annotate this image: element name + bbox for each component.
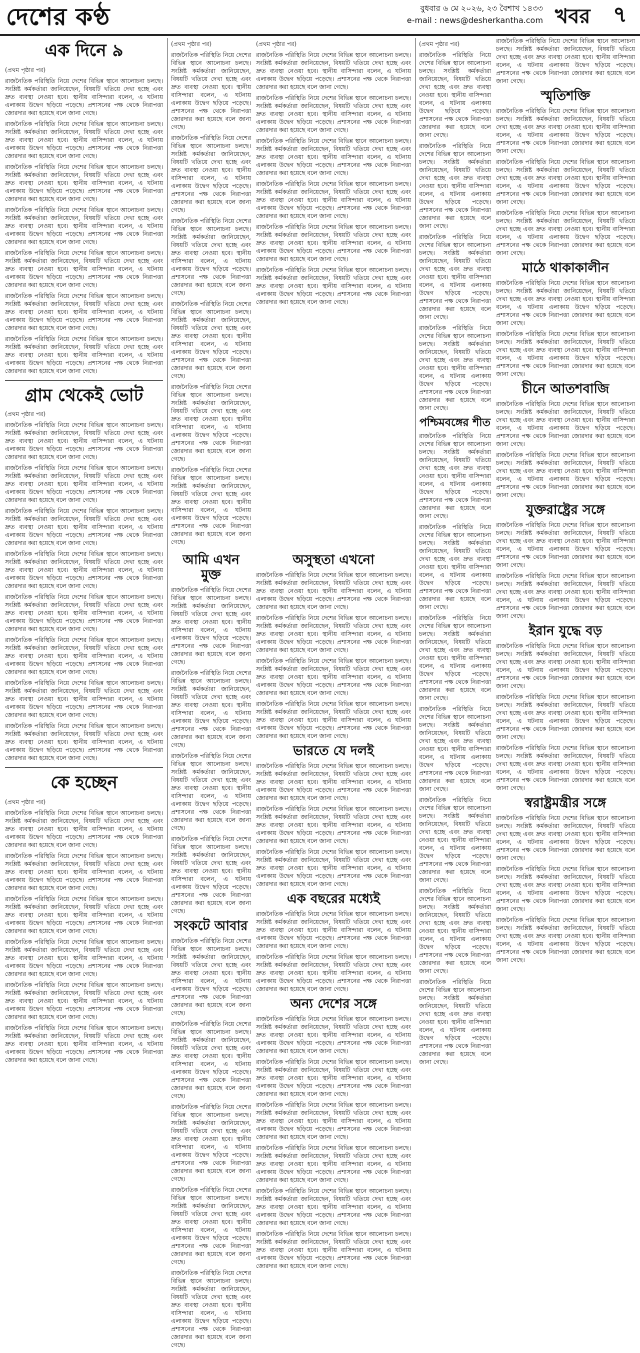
headline-ek-dine: এক দিনে ৯ xyxy=(44,41,124,61)
article-body: রাজনৈতিক পরিস্থিতি নিয়ে দেশের বিভিন্ন স্থানে আলোচনা চলছে। সংশ্লিষ্ট কর্মকর্তারা জানিয়েছেন, বিষয়টি খতিয়ে দেখা হচ্ছে এবং দ্রুত ব্যবস্থা নেওয়া হবে। স্থানীয় বাসিন্দারা বলেন, এ ঘটনায় এলাকায় উদ্বেগ ছড়িয়ে পড়েছে। প্রশাসনের পক্ষ থেকে নিরাপত্তা জোরদার করা হয়েছে বলে জানা গেছে। xyxy=(496,744,635,792)
newspaper-title: দেশের কণ্ঠ xyxy=(6,3,111,31)
article-body: রাজনৈতিক পরিস্থিতি নিয়ে দেশের বিভিন্ন স্থানে আলোচনা চলছে। সংশ্লিষ্ট কর্মকর্তারা জানিয়েছেন, বিষয়টি খতিয়ে দেখা হচ্ছে এবং দ্রুত ব্যবস্থা নেওয়া হবে। স্থানীয় বাসিন্দারা বলেন, এ ঘটনায় এলাকায় উদ্বেগ ছড়িয়ে পড়েছে। প্রশাসনের পক্ষ থেকে নিরাপত্তা জোরদার করা হয়েছে বলে জানা গেছে। xyxy=(256,1230,411,1270)
headline-juktorashtrer-songe: যুক্তরাষ্ট্রের সঙ্গে xyxy=(526,502,605,518)
jump-tag: (প্রথম পৃষ্ঠার পর) xyxy=(5,66,46,74)
headline-iran-juddhe-boro: ইরান যুদ্ধে বড় xyxy=(528,623,603,639)
article-body: রাজনৈতিক পরিস্থিতি নিয়ে দেশের বিভিন্ন স্থানে আলোচনা চলছে। সংশ্লিষ্ট কর্মকর্তারা জানিয়েছেন, বিষয়টি খতিয়ে দেখা হচ্ছে এবং দ্রুত ব্যবস্থা নেওয়া হবে। স্থানীয় বাসিন্দারা বলেন, এ ঘটনায় এলাকায় উদ্বেগ ছড়িয়ে পড়েছে। প্রশাসনের পক্ষ থেকে নিরাপত্তা জোরদার করা হয়েছে বলে জানা গেছে। xyxy=(256,224,411,263)
article-body: রাজনৈতিক পরিস্থিতি নিয়ে দেশের বিভিন্ন স্থানে আলোচনা চলছে। সংশ্লিষ্ট কর্মকর্তারা জানিয়েছেন, বিষয়টি খতিয়ে দেখা হচ্ছে এবং দ্রুত ব্যবস্থা নেওয়া হবে। স্থানীয় বাসিন্দারা বলেন, এ ঘটনায় এলাকায় উদ্বেগ ছড়িয়ে পড়েছে। প্রশাসনের পক্ষ থেকে নিরাপত্তা জোরদার করা হয়েছে বলে জানা গেছে। xyxy=(419,978,491,1066)
page-number: ৭ xyxy=(612,3,628,28)
article-body: রাজনৈতিক পরিস্থিতি নিয়ে দেশের বিভিন্ন স্থানে আলোচনা চলছে। সংশ্লিষ্ট কর্মকর্তারা জানিয়েছেন, বিষয়টি খতিয়ে দেখা হচ্ছে এবং দ্রুত ব্যবস্থা নেওয়া হবে। স্থানীয় বাসিন্দারা বলেন, এ ঘটনায় এলাকায় উদ্বেগ ছড়িয়ে পড়েছে। প্রশাসনের পক্ষ থেকে নিরাপত্তা জোরদার করা হয়েছে বলে জানা গেছে। xyxy=(256,700,411,740)
article-body: রাজনৈতিক পরিস্থিতি নিয়ে দেশের বিভিন্ন স্থানে আলোচনা চলছে। সংশ্লিষ্ট কর্মকর্তারা জানিয়েছেন, বিষয়টি খতিয়ে দেখা হচ্ছে এবং দ্রুত ব্যবস্থা নেওয়া হবে। স্থানীয় বাসিন্দারা বলেন, এ ঘটনায় এলাকায় উদ্বেগ ছড়িয়ে পড়েছে। প্রশাসনের পক্ষ থেকে নিরাপত্তা জোরদার করা হয়েছে বলে জানা গেছে। xyxy=(256,571,411,611)
article-body: রাজনৈতিক পরিস্থিতি নিয়ে দেশের বিভিন্ন স্থানে আলোচনা চলছে। সংশ্লিষ্ট কর্মকর্তারা জানিয়েছেন, বিষয়টি খতিয়ে দেখা হচ্ছে এবং দ্রুত ব্যবস্থা নেওয়া হবে। স্থানীয় বাসিন্দারা বলেন, এ ঘটনায় এলাকায় উদ্বেগ ছড়িয়ে পড়েছে। প্রশাসনের পক্ষ থেকে নিরাপত্তা জোরদার করা হয়েছে বলে জানা গেছে। xyxy=(5,508,163,548)
article-body: রাজনৈতিক পরিস্থিতি নিয়ে দেশের বিভিন্ন স্থানে আলোচনা চলছে। সংশ্লিষ্ট কর্মকর্তারা জানিয়েছেন, বিষয়টি খতিয়ে দেখা হচ্ছে এবং দ্রুত ব্যবস্থা নেওয়া হবে। স্থানীয় বাসিন্দারা বলেন, এ ঘটনায় এলাকায় উদ্বেগ ছড়িয়ে পড়েছে। প্রশাসনের পক্ষ থেকে নিরাপত্তা জোরদার করা হয়েছে বলে জানা গেছে। xyxy=(419,796,491,884)
article-body: রাজনৈতিক পরিস্থিতি নিয়ে দেশের বিভিন্ন স্থানে আলোচনা চলছে। সংশ্লিষ্ট কর্মকর্তারা জানিয়েছেন, বিষয়টি খতিয়ে দেখা হচ্ছে এবং দ্রুত ব্যবস্থা নেওয়া হবে। স্থানীয় বাসিন্দারা বলেন, এ ঘটনায় এলাকায় উদ্বেগ ছড়িয়ে পড়েছে। প্রশাসনের পক্ষ থেকে নিরাপত্তা জোরদার করা হয়েছে বলে জানা গেছে। xyxy=(419,325,491,412)
article-body: রাজনৈতিক পরিস্থিতি নিয়ে দেশের বিভিন্ন স্থানে আলোচনা চলছে। সংশ্লিষ্ট কর্মকর্তারা জানিয়েছেন, বিষয়টি খতিয়ে দেখা হচ্ছে এবং দ্রুত ব্যবস্থা নেওয়া হবে। স্থানীয় বাসিন্দারা বলেন, এ ঘটনায় এলাকায় উদ্বেগ ছড়িয়ে পড়েছে। প্রশাসনের পক্ষ থেকে নিরাপত্তা জোরদার করা হয়েছে বলে জানা গেছে। xyxy=(496,865,635,913)
article-body: রাজনৈতিক পরিস্থিতি নিয়ে দেশের বিভিন্ন স্থানে আলোচনা চলছে। সংশ্লিষ্ট কর্মকর্তারা জানিয়েছেন, বিষয়টি খতিয়ে দেখা হচ্ছে এবং দ্রুত ব্যবস্থা নেওয়া হবে। স্থানীয় বাসিন্দারা বলেন, এ ঘটনায় এলাকায় উদ্বেগ ছড়িয়ে পড়েছে। প্রশাসনের পক্ষ থেকে নিরাপত্তা জোরদার করা হয়েছে বলে জানা গেছে। xyxy=(256,1101,411,1141)
article-body: রাজনৈতিক পরিস্থিতি নিয়ে দেশের বিভিন্ন স্থানে আলোচনা চলছে। সংশ্লিষ্ট কর্মকর্তারা জানিয়েছেন, বিষয়টি খতিয়ে দেখা হচ্ছে এবং দ্রুত ব্যবস্থা নেওয়া হবে। স্থানীয় বাসিন্দারা বলেন, এ ঘটনায় এলাকায় উদ্বেগ ছড়িয়ে পড়েছে। প্রশাসনের পক্ষ থেকে নিরাপত্তা জোরদার করা হয়েছে বলে জানা গেছে। xyxy=(171,1186,251,1266)
article-body: রাজনৈতিক পরিস্থিতি নিয়ে দেশের বিভিন্ন স্থানে আলোচনা চলছে। সংশ্লিষ্ট কর্মকর্তারা জানিয়েছেন, বিষয়টি খতিয়ে দেখা হচ্ছে এবং দ্রুত ব্যবস্থা নেওয়া হবে। স্থানীয় বাসিন্দারা বলেন, এ ঘটনায় এলাকায় উদ্বেগ ছড়িয়ে পড়েছে। প্রশাসনের পক্ষ থেকে নিরাপত্তা জোরদার করা হয়েছে বলে জানা গেছে। xyxy=(171,586,251,666)
article-body: রাজনৈতিক পরিস্থিতি নিয়ে দেশের বিভিন্ন স্থানে আলোচনা চলছে। সংশ্লিষ্ট কর্মকর্তারা জানিয়েছেন, বিষয়টি খতিয়ে দেখা হচ্ছে এবং দ্রুত ব্যবস্থা নেওয়া হবে। স্থানীয় বাসিন্দারা বলেন, এ ঘটনায় এলাকায় উদ্বেগ ছড়িয়ে পড়েছে। প্রশাসনের পক্ষ থেকে নিরাপত্তা জোরদার করা হয়েছে বলে জানা গেছে। xyxy=(256,1058,411,1098)
article-body: রাজনৈতিক পরিস্থিতি নিয়ে দেশের বিভিন্ন স্থানে আলোচনা চলছে। সংশ্লিষ্ট কর্মকর্তারা জানিয়েছেন, বিষয়টি খতিয়ে দেখা হচ্ছে এবং দ্রুত ব্যবস্থা নেওয়া হবে। স্থানীয় বাসিন্দারা বলেন, এ ঘটনায় এলাকায় উদ্বেগ ছড়িয়ে পড়েছে। প্রশাসনের পক্ষ থেকে নিরাপত্তা জোরদার করা হয়েছে বলে জানা গেছে। xyxy=(256,805,411,845)
article-body: রাজনৈতিক পরিস্থিতি নিয়ে দেশের বিভিন্ন স্থানে আলোচনা চলছে। সংশ্লিষ্ট কর্মকর্তারা জানিয়েছেন, বিষয়টি খতিয়ে দেখা হচ্ছে এবং দ্রুত ব্যবস্থা নেওয়া হবে। স্থানীয় বাসিন্দারা বলেন, এ ঘটনায় এলাকায় উদ্বেগ ছড়িয়ে পড়েছে। প্রশাসনের পক্ষ থেকে নিরাপত্তা জোরদার করা হয়েছে বলে জানা গেছে। xyxy=(171,937,251,1017)
column-middle xyxy=(171,38,411,1349)
article-body: রাজনৈতিক পরিস্থিতি নিয়ে দেশের বিভিন্ন স্থানে আলোচনা চলছে। সংশ্লিষ্ট কর্মকর্তারা জানিয়েছেন, বিষয়টি খতিয়ে দেখা হচ্ছে এবং দ্রুত ব্যবস্থা নেওয়া হবে। স্থানীয় বাসিন্দারা বলেন, এ ঘটনায় এলাকায় উদ্বেগ ছড়িয়ে পড়েছে। প্রশাসনের পক্ষ থেকে নিরাপত্তা জোরদার করা হয়েছে বলে জানা গেছে। xyxy=(496,279,635,327)
article-body: রাজনৈতিক পরিস্থিতি নিয়ে দেশের বিভিন্ন স্থানে আলোচনা চলছে। সংশ্লিষ্ট কর্মকর্তারা জানিয়েছেন, বিষয়টি খতিয়ে দেখা হচ্ছে এবং দ্রুত ব্যবস্থা নেওয়া হবে। স্থানীয় বাসিন্দারা বলেন, এ ঘটনায় এলাকায় উদ্বেগ ছড়িয়ে পড়েছে। প্রশাসনের পক্ষ থেকে নিরাপত্তা জোরদার করা হয়েছে বলে জানা গেছে। xyxy=(5,551,163,591)
article-body: রাজনৈতিক পরিস্থিতি নিয়ে দেশের বিভিন্ন স্থানে আলোচনা চলছে। সংশ্লিষ্ট কর্মকর্তারা জানিয়েছেন, বিষয়টি খতিয়ে দেখা হচ্ছে এবং দ্রুত ব্যবস্থা নেওয়া হবে। স্থানীয় বাসিন্দারা বলেন, এ ঘটনায় এলাকায় উদ্বেগ ছড়িয়ে পড়েছে। প্রশাসনের পক্ষ থেকে নিরাপত্তা জোরদার করা হয়েছে বলে জানা গেছে। xyxy=(171,384,251,463)
article-body: রাজনৈতিক পরিস্থিতি নিয়ে দেশের বিভিন্ন স্থানে আলোচনা চলছে। সংশ্লিষ্ট কর্মকর্তারা জানিয়েছেন, বিষয়টি খতিয়ে দেখা হচ্ছে এবং দ্রুত ব্যবস্থা নেওয়া হবে। স্থানীয় বাসিন্দারা বলেন, এ ঘটনায় এলাকায় উদ্বেগ ছড়িয়ে পড়েছে। প্রশাসনের পক্ষ থেকে নিরাপত্তা জোরদার করা হয়েছে বলে জানা গেছে। xyxy=(171,1020,251,1100)
jump-tag: (প্রথম পৃষ্ঠার পর) xyxy=(171,41,212,48)
publication-date: বুধবার ৬ মে ২০২৬, ২৩ বৈশাখ ১৪৩৩ xyxy=(420,4,543,13)
column-left xyxy=(5,38,163,1064)
article-body: রাজনৈতিক পরিস্থিতি নিয়ে দেশের বিভিন্ন স্থানে আলোচনা চলছে। সংশ্লিষ্ট কর্মকর্তারা জানিয়েছেন, বিষয়টি খতিয়ে দেখা হচ্ছে এবং দ্রুত ব্যবস্থা নেওয়া হবে। স্থানীয় বাসিন্দারা বলেন, এ ঘটনায় এলাকায় উদ্বেগ ছড়িয়ে পড়েছে। প্রশাসনের পক্ষ থেকে নিরাপত্তা জোরদার করা হয়েছে বলে জানা গেছে। xyxy=(5,809,163,849)
article-body: রাজনৈতিক পরিস্থিতি নিয়ে দেশের বিভিন্ন স্থানে আলোচনা চলছে। সংশ্লিষ্ট কর্মকর্তারা জানিয়েছেন, বিষয়টি খতিয়ে দেখা হচ্ছে এবং দ্রুত ব্যবস্থা নেওয়া হবে। স্থানীয় বাসিন্দারা বলেন, এ ঘটনায় এলাকায় উদ্বেগ ছড়িয়ে পড়েছে। প্রশাসনের পক্ষ থেকে নিরাপত্তা জোরদার করা হয়েছে বলে জানা গেছে। xyxy=(5,852,163,892)
article-body: রাজনৈতিক পরিস্থিতি নিয়ে দেশের বিভিন্ন স্থানে আলোচনা চলছে। সংশ্লিষ্ট কর্মকর্তারা জানিয়েছেন, বিষয়টি খতিয়ে দেখা হচ্ছে এবং দ্রুত ব্যবস্থা নেওয়া হবে। স্থানীয় বাসিন্দারা বলেন, এ ঘটনায় এলাকায় উদ্বেগ ছড়িয়ে পড়েছে। প্রশাসনের পক্ষ থেকে নিরাপত্তা জোরদার করা হয়েছে বলে জানা গেছে। xyxy=(496,693,635,741)
column-right xyxy=(419,38,635,1066)
article-body: রাজনৈতিক পরিস্থিতি নিয়ে দেশের বিভিন্ন স্থানে আলোচনা চলছে। সংশ্লিষ্ট কর্মকর্তারা জানিয়েছেন, বিষয়টি খতিয়ে দেখা হচ্ছে এবং দ্রুত ব্যবস্থা নেওয়া হবে। স্থানীয় বাসিন্দারা বলেন, এ ঘটনায় এলাকায় উদ্বেগ ছড়িয়ে পড়েছে। প্রশাসনের পক্ষ থেকে নিরাপত্তা জোরদার করা হয়েছে বলে জানা গেছে। xyxy=(496,38,635,85)
contact-email: e-mail : news@desherkantha.com xyxy=(406,16,543,25)
article-body: রাজনৈতিক পরিস্থিতি নিয়ে দেশের বিভিন্ন স্থানে আলোচনা চলছে। সংশ্লিষ্ট কর্মকর্তারা জানিয়েছেন, বিষয়টি খতিয়ে দেখা হচ্ছে এবং দ্রুত ব্যবস্থা নেওয়া হবে। স্থানীয় বাসিন্দারা বলেন, এ ঘটনায় এলাকায় উদ্বেগ ছড়িয়ে পড়েছে। প্রশাসনের পক্ষ থেকে নিরাপত্তা জোরদার করা হয়েছে বলে জানা গেছে। xyxy=(496,107,635,155)
headline-poshchimbonger-shit: পশ্চিমবঙ্গের শীত xyxy=(419,416,491,429)
article-body: রাজনৈতিক পরিস্থিতি নিয়ে দেশের বিভিন্ন স্থানে আলোচনা চলছে। সংশ্লিষ্ট কর্মকর্তারা জানিয়েছেন, বিষয়টি খতিয়ে দেখা হচ্ছে এবং দ্রুত ব্যবস্থা নেওয়া হবে। স্থানীয় বাসিন্দারা বলেন, এ ঘটনায় এলাকায় উদ্বেগ ছড়িয়ে পড়েছে। প্রশাসনের পক্ষ থেকে নিরাপত্তা জোরদার করা হয়েছে বলে জানা গেছে। xyxy=(5,422,163,462)
article-body: রাজনৈতিক পরিস্থিতি নিয়ে দেশের বিভিন্ন স্থানে আলোচনা চলছে। সংশ্লিষ্ট কর্মকর্তারা জানিয়েছেন, বিষয়টি খতিয়ে দেখা হচ্ছে এবং দ্রুত ব্যবস্থা নেওয়া হবে। স্থানীয় বাসিন্দারা বলেন, এ ঘটনায় এলাকায় উদ্বেগ ছড়িয়ে পড়েছে। প্রশাসনের পক্ষ থেকে নিরাপত্তা জোরদার করা হয়েছে বলে জানা গেছে। xyxy=(419,432,491,520)
article-body: রাজনৈতিক পরিস্থিতি নিয়ে দেশের বিভিন্ন স্থানে আলোচনা চলছে। সংশ্লিষ্ট কর্মকর্তারা জানিয়েছেন, বিষয়টি খতিয়ে দেখা হচ্ছে এবং দ্রুত ব্যবস্থা নেওয়া হবে। স্থানীয় বাসিন্দারা বলেন, এ ঘটনায় এলাকায় উদ্বেগ ছড়িয়ে পড়েছে। প্রশাসনের পক্ষ থেকে নিরাপত্তা জোরদার করা হয়েছে বলে জানা গেছে। xyxy=(496,209,635,257)
article-body: রাজনৈতিক পরিস্থিতি নিয়ে দেশের বিভিন্ন স্থানে আলোচনা চলছে। সংশ্লিষ্ট কর্মকর্তারা জানিয়েছেন, বিষয়টি খতিয়ে দেখা হচ্ছে এবং দ্রুত ব্যবস্থা নেওয়া হবে। স্থানীয় বাসিন্দারা বলেন, এ ঘটনায় এলাকায় উদ্বেগ ছড়িয়ে পড়েছে। প্রশাসনের পক্ষ থেকে নিরাপত্তা জোরদার করা হয়েছে বলে জানা গেছে। xyxy=(5,981,163,1021)
headline-mathe-dhakakalin: মাঠে থাকাকালীন xyxy=(522,260,609,276)
jump-tag: (প্রথম পৃষ্ঠার পর) xyxy=(5,411,46,419)
article-body: রাজনৈতিক পরিস্থিতি নিয়ে দেশের বিভিন্ন স্থানে আলোচনা চলছে। সংশ্লিষ্ট কর্মকর্তারা জানিয়েছেন, বিষয়টি খতিয়ে দেখা হচ্ছে এবং দ্রুত ব্যবস্থা নেওয়া হবে। স্থানীয় বাসিন্দারা বলেন, এ ঘটনায় এলাকায় উদ্বেগ ছড়িয়ে পড়েছে। প্রশাসনের পক্ষ থেকে নিরাপত্তা জোরদার করা হয়েছে বলে জানা গেছে। xyxy=(5,680,163,720)
article-body: রাজনৈতিক পরিস্থিতি নিয়ে দেশের বিভিন্ন স্থানে আলোচনা চলছে। সংশ্লিষ্ট কর্মকর্তারা জানিয়েছেন, বিষয়টি খতিয়ে দেখা হচ্ছে এবং দ্রুত ব্যবস্থা নেওয়া হবে। স্থানীয় বাসিন্দারা বলেন, এ ঘটনায় এলাকায় উদ্বেগ ছড়িয়ে পড়েছে। প্রশাসনের পক্ষ থেকে নিরাপত্তা জোরদার করা হয়েছে বলে জানা গেছে। xyxy=(5,335,163,375)
headline-asustota-ekhono: অসুস্থতা এখনো xyxy=(292,553,375,568)
article-body: রাজনৈতিক পরিস্থিতি নিয়ে দেশের বিভিন্ন স্থানে আলোচনা চলছে। সংশ্লিষ্ট কর্মকর্তারা জানিয়েছেন, বিষয়টি খতিয়ে দেখা হচ্ছে এবং দ্রুত ব্যবস্থা নেওয়া হবে। স্থানীয় বাসিন্দারা বলেন, এ ঘটনায় এলাকায় উদ্বেগ ছড়িয়ে পড়েছে। প্রশাসনের পক্ষ থেকে নিরাপত্তা জোরদার করা হয়েছে বলে জানা গেছে। xyxy=(256,657,411,697)
article-body: রাজনৈতিক পরিস্থিতি নিয়ে দেশের বিভিন্ন স্থানে আলোচনা চলছে। সংশ্লিষ্ট কর্মকর্তারা জানিয়েছেন, বিষয়টি খতিয়ে দেখা হচ্ছে এবং দ্রুত ব্যবস্থা নেওয়া হবে। স্থানীয় বাসিন্দারা বলেন, এ ঘটনায় এলাকায় উদ্বেগ ছড়িয়ে পড়েছে। প্রশাসনের পক্ষ থেকে নিরাপত্তা জোরদার করা হয়েছে বলে জানা গেছে। xyxy=(5,249,163,289)
article-body: রাজনৈতিক পরিস্থিতি নিয়ে দেশের বিভিন্ন স্থানে আলোচনা চলছে। সংশ্লিষ্ট কর্মকর্তারা জানিয়েছেন, বিষয়টি খতিয়ে দেখা হচ্ছে এবং দ্রুত ব্যবস্থা নেওয়া হবে। স্থানীয় বাসিন্দারা বলেন, এ ঘটনায় এলাকায় উদ্বেগ ছড়িয়ে পড়েছে। প্রশাসনের পক্ষ থেকে নিরাপত্তা জোরদার করা হয়েছে বলে জানা গেছে। xyxy=(256,138,411,177)
headline-ke-hochhen: কে হচ্ছেন xyxy=(50,773,118,794)
article-body: রাজনৈতিক পরিস্থিতি নিয়ে দেশের বিভিন্ন স্থানে আলোচনা চলছে। সংশ্লিষ্ট কর্মকর্তারা জানিয়েছেন, বিষয়টি খতিয়ে দেখা হচ্ছে এবং দ্রুত ব্যবস্থা নেওয়া হবে। স্থানীয় বাসিন্দারা বলেন, এ ঘটনায় এলাকায় উদ্বেগ ছড়িয়ে পড়েছে। প্রশাসনের পক্ষ থেকে নিরাপত্তা জোরদার করা হয়েছে বলে জানা গেছে। xyxy=(171,752,251,832)
article-body: রাজনৈতিক পরিস্থিতি নিয়ে দেশের বিভিন্ন স্থানে আলোচনা চলছে। সংশ্লিষ্ট কর্মকর্তারা জানিয়েছেন, বিষয়টি খতিয়ে দেখা হচ্ছে এবং দ্রুত ব্যবস্থা নেওয়া হবে। স্থানীয় বাসিন্দারা বলেন, এ ঘটনায় এলাকায় উদ্বেগ ছড়িয়ে পড়েছে। প্রশাসনের পক্ষ থেকে নিরাপত্তা জোরদার করা হয়েছে বলে জানা গেছে। xyxy=(171,218,251,297)
jump-tag: (প্রথম পৃষ্ঠার পর) xyxy=(5,798,46,806)
article-body: রাজনৈতিক পরিস্থিতি নিয়ে দেশের বিভিন্ন স্থানে আলোচনা চলছে। সংশ্লিষ্ট কর্মকর্তারা জানিয়েছেন, বিষয়টি খতিয়ে দেখা হচ্ছে এবং দ্রুত ব্যবস্থা নেওয়া হবে। স্থানীয় বাসিন্দারা বলেন, এ ঘটনায় এলাকায় উদ্বেগ ছড়িয়ে পড়েছে। প্রশাসনের পক্ষ থেকে নিরাপত্তা জোরদার করা হয়েছে বলে জানা গেছে। xyxy=(496,451,635,499)
column-rule xyxy=(167,38,168,958)
article-body: রাজনৈতিক পরিস্থিতি নিয়ে দেশের বিভিন্ন স্থানে আলোচনা চলছে। সংশ্লিষ্ট কর্মকর্তারা জানিয়েছেন, বিষয়টি খতিয়ে দেখা হচ্ছে এবং দ্রুত ব্যবস্থা নেওয়া হবে। স্থানীয় বাসিন্দারা বলেন, এ ঘটনায় এলাকায় উদ্বেগ ছড়িয়ে পড়েছে। প্রশাসনের পক্ষ থেকে নিরাপত্তা জোরদার করা হয়েছে বলে জানা গেছে। xyxy=(419,523,491,611)
article-body: রাজনৈতিক পরিস্থিতি নিয়ে দেশের বিভিন্ন স্থানে আলোচনা চলছে। সংশ্লিষ্ট কর্মকর্তারা জানিয়েছেন, বিষয়টি খতিয়ে দেখা হচ্ছে এবং দ্রুত ব্যবস্থা নেওয়া হবে। স্থানীয় বাসিন্দারা বলেন, এ ঘটনায় এলাকায় উদ্বেগ ছড়িয়ে পড়েছে। প্রশাসনের পক্ষ থেকে নিরাপত্তা জোরদার করা হয়েছে বলে জানা গেছে। xyxy=(256,1015,411,1055)
article-body: রাজনৈতিক পরিস্থিতি নিয়ে দেশের বিভিন্ন স্থানে আলোচনা চলছে। সংশ্লিষ্ট কর্মকর্তারা জানিয়েছেন, বিষয়টি খতিয়ে দেখা হচ্ছে এবং দ্রুত ব্যবস্থা নেওয়া হবে। স্থানীয় বাসিন্দারা বলেন, এ ঘটনায় এলাকায় উদ্বেগ ছড়িয়ে পড়েছে। প্রশাসনের পক্ষ থেকে নিরাপত্তা জোরদার করা হয়েছে বলে জানা গেছে। xyxy=(419,143,491,230)
article-body: রাজনৈতিক পরিস্থিতি নিয়ে দেশের বিভিন্ন স্থানে আলোচনা চলছে। সংশ্লিষ্ট কর্মকর্তারা জানিয়েছেন, বিষয়টি খতিয়ে দেখা হচ্ছে এবং দ্রুত ব্যবস্থা নেওয়া হবে। স্থানীয় বাসিন্দারা বলেন, এ ঘটনায় এলাকায় উদ্বেগ ছড়িয়ে পড়েছে। প্রশাসনের পক্ষ থেকে নিরাপত্তা জোরদার করা হয়েছে বলে জানা গেছে। xyxy=(256,1144,411,1184)
article-body: রাজনৈতিক পরিস্থিতি নিয়ে দেশের বিভিন্ন স্থানে আলোচনা চলছে। সংশ্লিষ্ট কর্মকর্তারা জানিয়েছেন, বিষয়টি খতিয়ে দেখা হচ্ছে এবং দ্রুত ব্যবস্থা নেওয়া হবে। স্থানীয় বাসিন্দারা বলেন, এ ঘটনায় এলাকায় উদ্বেগ ছড়িয়ে পড়েছে। প্রশাসনের পক্ষ থেকে নিরাপত্তা জোরদার করা হয়েছে বলে জানা গেছে। xyxy=(256,52,411,91)
article-body: রাজনৈতিক পরিস্থিতি নিয়ে দেশের বিভিন্ন স্থানে আলোচনা চলছে। সংশ্লিষ্ট কর্মকর্তারা জানিয়েছেন, বিষয়টি খতিয়ে দেখা হচ্ছে এবং দ্রুত ব্যবস্থা নেওয়া হবে। স্থানীয় বাসিন্দারা বলেন, এ ঘটনায় এলাকায় উদ্বেগ ছড়িয়ে পড়েছে। প্রশাসনের পক্ষ থেকে নিরাপত্তা জোরদার করা হয়েছে বলে জানা গেছে। xyxy=(496,572,635,620)
article-body: রাজনৈতিক পরিস্থিতি নিয়ে দেশের বিভিন্ন স্থানে আলোচনা চলছে। সংশ্লিষ্ট কর্মকর্তারা জানিয়েছেন, বিষয়টি খতিয়ে দেখা হচ্ছে এবং দ্রুত ব্যবস্থা নেওয়া হবে। স্থানীয় বাসিন্দারা বলেন, এ ঘটনায় এলাকায় উদ্বেগ ছড়িয়ে পড়েছে। প্রশাসনের পক্ষ থেকে নিরাপত্তা জোরদার করা হয়েছে বলে জানা গেছে। xyxy=(419,705,491,793)
section-title: খবর xyxy=(555,4,591,28)
article-body: রাজনৈতিক পরিস্থিতি নিয়ে দেশের বিভিন্ন স্থানে আলোচনা চলছে। সংশ্লিষ্ট কর্মকর্তারা জানিয়েছেন, বিষয়টি খতিয়ে দেখা হচ্ছে এবং দ্রুত ব্যবস্থা নেওয়া হবে। স্থানীয় বাসিন্দারা বলেন, এ ঘটনায় এলাকায় উদ্বেগ ছড়িয়ে পড়েছে। প্রশাসনের পক্ষ থেকে নিরাপত্তা জোরদার করা হয়েছে বলে জানা গেছে। xyxy=(171,467,251,546)
article-body: রাজনৈতিক পরিস্থিতি নিয়ে দেশের বিভিন্ন স্থানে আলোচনা চলছে। সংশ্লিষ্ট কর্মকর্তারা জানিয়েছেন, বিষয়টি খতিয়ে দেখা হচ্ছে এবং দ্রুত ব্যবস্থা নেওয়া হবে। স্থানীয় বাসিন্দারা বলেন, এ ঘটনায় এলাকায় উদ্বেগ ছড়িয়ে পড়েছে। প্রশাসনের পক্ষ থেকে নিরাপত্তা জোরদার করা হয়েছে বলে জানা গেছে। xyxy=(5,292,163,332)
headline-bharote-je-dol: ভারতে যে দলই xyxy=(293,743,374,759)
jump-tag: (প্রথম পৃষ্ঠার পর) xyxy=(256,41,297,48)
headline-onno-desher-songe: অন্য দেশের সঙ্গে xyxy=(290,996,377,1012)
masthead xyxy=(0,0,640,36)
article-body: রাজনৈতিক পরিস্থিতি নিয়ে দেশের বিভিন্ন স্থানে আলোচনা চলছে। সংশ্লিষ্ট কর্মকর্তারা জানিয়েছেন, বিষয়টি খতিয়ে দেখা হচ্ছে এবং দ্রুত ব্যবস্থা নেওয়া হবে। স্থানীয় বাসিন্দারা বলেন, এ ঘটনায় এলাকায় উদ্বেগ ছড়িয়ে পড়েছে। প্রশাসনের পক্ষ থেকে নিরাপত্তা জোরদার করা হয়েছে বলে জানা গেছে। xyxy=(256,1187,411,1227)
article-body: রাজনৈতিক পরিস্থিতি নিয়ে দেশের বিভিন্ন স্থানে আলোচনা চলছে। সংশ্লিষ্ট কর্মকর্তারা জানিয়েছেন, বিষয়টি খতিয়ে দেখা হচ্ছে এবং দ্রুত ব্যবস্থা নেওয়া হবে। স্থানীয় বাসিন্দারা বলেন, এ ঘটনায় এলাকায় উদ্বেগ ছড়িয়ে পড়েছে। প্রশাসনের পক্ষ থেকে নিরাপত্তা জোরদার করা হয়েছে বলে জানা গেছে। xyxy=(171,835,251,915)
article-body: রাজনৈতিক পরিস্থিতি নিয়ে দেশের বিভিন্ন স্থানে আলোচনা চলছে। সংশ্লিষ্ট কর্মকর্তারা জানিয়েছেন, বিষয়টি খতিয়ে দেখা হচ্ছে এবং দ্রুত ব্যবস্থা নেওয়া হবে। স্থানীয় বাসিন্দারা বলেন, এ ঘটনায় এলাকায় উদ্বেগ ছড়িয়ে পড়েছে। প্রশাসনের পক্ষ থেকে নিরাপত্তা জোরদার করা হয়েছে বলে জানা গেছে। xyxy=(256,910,411,950)
article-body: রাজনৈতিক পরিস্থিতি নিয়ে দেশের বিভিন্ন স্থানে আলোচনা চলছে। সংশ্লিষ্ট কর্মকর্তারা জানিয়েছেন, বিষয়টি খতিয়ে দেখা হচ্ছে এবং দ্রুত ব্যবস্থা নেওয়া হবে। স্থানীয় বাসিন্দারা বলেন, এ ঘটনায় এলাকায় উদ্বেগ ছড়িয়ে পড়েছে। প্রশাসনের পক্ষ থেকে নিরাপত্তা জোরদার করা হয়েছে বলে জানা গেছে। xyxy=(171,52,251,131)
article-body: রাজনৈতিক পরিস্থিতি নিয়ে দেশের বিভিন্ন স্থানে আলোচনা চলছে। সংশ্লিষ্ট কর্মকর্তারা জানিয়েছেন, বিষয়টি খতিয়ে দেখা হচ্ছে এবং দ্রুত ব্যবস্থা নেওয়া হবে। স্থানীয় বাসিন্দারা বলেন, এ ঘটনায় এলাকায় উদ্বেগ ছড়িয়ে পড়েছে। প্রশাসনের পক্ষ থেকে নিরাপত্তা জোরদার করা হয়েছে বলে জানা গেছে। xyxy=(5,637,163,677)
article-body: রাজনৈতিক পরিস্থিতি নিয়ে দেশের বিভিন্ন স্থানে আলোচনা চলছে। সংশ্লিষ্ট কর্মকর্তারা জানিয়েছেন, বিষয়টি খতিয়ে দেখা হচ্ছে এবং দ্রুত ব্যবস্থা নেওয়া হবে। স্থানীয় বাসিন্দারা বলেন, এ ঘটনায় এলাকায় উদ্বেগ ছড়িয়ে পড়েছে। প্রশাসনের পক্ষ থেকে নিরাপত্তা জোরদার করা হয়েছে বলে জানা গেছে। xyxy=(496,400,635,448)
headline-gram-theke-vote: গ্রাম থেকেই ভোট xyxy=(24,385,144,406)
headline-ek-bochhorer-moddhei: এক বছরের মধ্যেই xyxy=(287,891,380,907)
article-body: রাজনৈতিক পরিস্থিতি নিয়ে দেশের বিভিন্ন স্থানে আলোচনা চলছে। সংশ্লিষ্ট কর্মকর্তারা জানিয়েছেন, বিষয়টি খতিয়ে দেখা হচ্ছে এবং দ্রুত ব্যবস্থা নেওয়া হবে। স্থানীয় বাসিন্দারা বলেন, এ ঘটনায় এলাকায় উদ্বেগ ছড়িয়ে পড়েছে। প্রশাসনের পক্ষ থেকে নিরাপত্তা জোরদার করা হয়েছে বলে জানা গেছে। xyxy=(5,1024,163,1064)
headline-chine-atoshbaji: চীনে আতশবাজি xyxy=(521,381,610,397)
article-body: রাজনৈতিক পরিস্থিতি নিয়ে দেশের বিভিন্ন স্থানে আলোচনা চলছে। সংশ্লিষ্ট কর্মকর্তারা জানিয়েছেন, বিষয়টি খতিয়ে দেখা হচ্ছে এবং দ্রুত ব্যবস্থা নেওয়া হবে। স্থানীয় বাসিন্দারা বলেন, এ ঘটনায় এলাকায় উদ্বেগ ছড়িয়ে পড়েছে। প্রশাসনের পক্ষ থেকে নিরাপত্তা জোরদার করা হয়েছে বলে জানা গেছে। xyxy=(5,465,163,505)
article-body: রাজনৈতিক পরিস্থিতি নিয়ে দেশের বিভিন্ন স্থানে আলোচনা চলছে। সংশ্লিষ্ট কর্মকর্তারা জানিয়েছেন, বিষয়টি খতিয়ে দেখা হচ্ছে এবং দ্রুত ব্যবস্থা নেওয়া হবে। স্থানীয় বাসিন্দারা বলেন, এ ঘটনায় এলাকায় উদ্বেগ ছড়িয়ে পড়েছে। প্রশাসনের পক্ষ থেকে নিরাপত্তা জোরদার করা হয়েছে বলে জানা গেছে। xyxy=(5,895,163,935)
article-body: রাজনৈতিক পরিস্থিতি নিয়ে দেশের বিভিন্ন স্থানে আলোচনা চলছে। সংশ্লিষ্ট কর্মকর্তারা জানিয়েছেন, বিষয়টি খতিয়ে দেখা হচ্ছে এবং দ্রুত ব্যবস্থা নেওয়া হবে। স্থানীয় বাসিন্দারা বলেন, এ ঘটনায় এলাকায় উদ্বেগ ছড়িয়ে পড়েছে। প্রশাসনের পক্ষ থেকে নিরাপত্তা জোরদার করা হয়েছে বলে জানা গেছে। xyxy=(256,762,411,802)
article-body: রাজনৈতিক পরিস্থিতি নিয়ে দেশের বিভিন্ন স্থানে আলোচনা চলছে। সংশ্লিষ্ট কর্মকর্তারা জানিয়েছেন, বিষয়টি খতিয়ে দেখা হচ্ছে এবং দ্রুত ব্যবস্থা নেওয়া হবে। স্থানীয় বাসিন্দারা বলেন, এ ঘটনায় এলাকায় উদ্বেগ ছড়িয়ে পড়েছে। প্রশাসনের পক্ষ থেকে নিরাপত্তা জোরদার করা হয়েছে বলে জানা গেছে। xyxy=(496,916,635,964)
headline-sankate-abar: সংকটে আবার xyxy=(174,918,248,934)
column-rule xyxy=(415,38,416,958)
article-body: রাজনৈতিক পরিস্থিতি নিয়ে দেশের বিভিন্ন স্থানে আলোচনা চলছে। সংশ্লিষ্ট কর্মকর্তারা জানিয়েছেন, বিষয়টি খতিয়ে দেখা হচ্ছে এবং দ্রুত ব্যবস্থা নেওয়া হবে। স্থানীয় বাসিন্দারা বলেন, এ ঘটনায় এলাকায় উদ্বেগ ছড়িয়ে পড়েছে। প্রশাসনের পক্ষ থেকে নিরাপত্তা জোরদার করা হয়েছে বলে জানা গেছে। xyxy=(419,234,491,321)
article-body: রাজনৈতিক পরিস্থিতি নিয়ে দেশের বিভিন্ন স্থানে আলোচনা চলছে। সংশ্লিষ্ট কর্মকর্তারা জানিয়েছেন, বিষয়টি খতিয়ে দেখা হচ্ছে এবং দ্রুত ব্যবস্থা নেওয়া হবে। স্থানীয় বাসিন্দারা বলেন, এ ঘটনায় এলাকায় উদ্বেগ ছড়িয়ে পড়েছে। প্রশাসনের পক্ষ থেকে নিরাপত্তা জোরদার করা হয়েছে বলে জানা গেছে। xyxy=(171,135,251,214)
article-body: রাজনৈতিক পরিস্থিতি নিয়ে দেশের বিভিন্ন স্থানে আলোচনা চলছে। সংশ্লিষ্ট কর্মকর্তারা জানিয়েছেন, বিষয়টি খতিয়ে দেখা হচ্ছে এবং দ্রুত ব্যবস্থা নেওয়া হবে। স্থানীয় বাসিন্দারা বলেন, এ ঘটনায় এলাকায় উদ্বেগ ছড়িয়ে পড়েছে। প্রশাসনের পক্ষ থেকে নিরাপত্তা জোরদার করা হয়েছে বলে জানা গেছে। xyxy=(256,267,411,306)
article-body: রাজনৈতিক পরিস্থিতি নিয়ে দেশের বিভিন্ন স্থানে আলোচনা চলছে। সংশ্লিষ্ট কর্মকর্তারা জানিয়েছেন, বিষয়টি খতিয়ে দেখা হচ্ছে এবং দ্রুত ব্যবস্থা নেওয়া হবে। স্থানীয় বাসিন্দারা বলেন, এ ঘটনায় এলাকায় উদ্বেগ ছড়িয়ে পড়েছে। প্রশাসনের পক্ষ থেকে নিরাপত্তা জোরদার করা হয়েছে বলে জানা গেছে। xyxy=(5,120,163,160)
article-body: রাজনৈতিক পরিস্থিতি নিয়ে দেশের বিভিন্ন স্থানে আলোচনা চলছে। সংশ্লিষ্ট কর্মকর্তারা জানিয়েছেন, বিষয়টি খতিয়ে দেখা হচ্ছে এবং দ্রুত ব্যবস্থা নেওয়া হবে। স্থানীয় বাসিন্দারা বলেন, এ ঘটনায় এলাকায় উদ্বেগ ছড়িয়ে পড়েছে। প্রশাসনের পক্ষ থেকে নিরাপত্তা জোরদার করা হয়েছে বলে জানা গেছে। xyxy=(419,52,491,139)
jump-tag: (প্রথম পৃষ্ঠার পর) xyxy=(419,41,460,48)
article-body: রাজনৈতিক পরিস্থিতি নিয়ে দেশের বিভিন্ন স্থানে আলোচনা চলছে। সংশ্লিষ্ট কর্মকর্তারা জানিয়েছেন, বিষয়টি খতিয়ে দেখা হচ্ছে এবং দ্রুত ব্যবস্থা নেওয়া হবে। স্থানীয় বাসিন্দারা বলেন, এ ঘটনায় এলাকায় উদ্বেগ ছড়িয়ে পড়েছে। প্রশাসনের পক্ষ থেকে নিরাপত্তা জোরদার করা হয়েছে বলে জানা গেছে। xyxy=(256,848,411,888)
article-body: রাজনৈতিক পরিস্থিতি নিয়ে দেশের বিভিন্ন স্থানে আলোচনা চলছে। সংশ্লিষ্ট কর্মকর্তারা জানিয়েছেন, বিষয়টি খতিয়ে দেখা হচ্ছে এবং দ্রুত ব্যবস্থা নেওয়া হবে। স্থানীয় বাসিন্দারা বলেন, এ ঘটনায় এলাকায় উদ্বেগ ছড়িয়ে পড়েছে। প্রশাসনের পক্ষ থেকে নিরাপত্তা জোরদার করা হয়েছে বলে জানা গেছে। xyxy=(256,953,411,993)
article-body: রাজনৈতিক পরিস্থিতি নিয়ে দেশের বিভিন্ন স্থানে আলোচনা চলছে। সংশ্লিষ্ট কর্মকর্তারা জানিয়েছেন, বিষয়টি খতিয়ে দেখা হচ্ছে এবং দ্রুত ব্যবস্থা নেওয়া হবে। স্থানীয় বাসিন্দারা বলেন, এ ঘটনায় এলাকায় উদ্বেগ ছড়িয়ে পড়েছে। প্রশাসনের পক্ষ থেকে নিরাপত্তা জোরদার করা হয়েছে বলে জানা গেছে। xyxy=(496,642,635,690)
article-body: রাজনৈতিক পরিস্থিতি নিয়ে দেশের বিভিন্ন স্থানে আলোচনা চলছে। সংশ্লিষ্ট কর্মকর্তারা জানিয়েছেন, বিষয়টি খতিয়ে দেখা হচ্ছে এবং দ্রুত ব্যবস্থা নেওয়া হবে। স্থানীয় বাসিন্দারা বলেন, এ ঘটনায় এলাকায় উদ্বেগ ছড়িয়ে পড়েছে। প্রশাসনের পক্ষ থেকে নিরাপত্তা জোরদার করা হয়েছে বলে জানা গেছে। xyxy=(171,1103,251,1183)
article-body: রাজনৈতিক পরিস্থিতি নিয়ে দেশের বিভিন্ন স্থানে আলোচনা চলছে। সংশ্লিষ্ট কর্মকর্তারা জানিয়েছেন, বিষয়টি খতিয়ে দেখা হচ্ছে এবং দ্রুত ব্যবস্থা নেওয়া হবে। স্থানীয় বাসিন্দারা বলেন, এ ঘটনায় এলাকায় উদ্বেগ ছড়িয়ে পড়েছে। প্রশাসনের পক্ষ থেকে নিরাপত্তা জোরদার করা হয়েছে বলে জানা গেছে। xyxy=(256,614,411,654)
article-body: রাজনৈতিক পরিস্থিতি নিয়ে দেশের বিভিন্ন স্থানে আলোচনা চলছে। সংশ্লিষ্ট কর্মকর্তারা জানিয়েছেন, বিষয়টি খতিয়ে দেখা হচ্ছে এবং দ্রুত ব্যবস্থা নেওয়া হবে। স্থানীয় বাসিন্দারা বলেন, এ ঘটনায় এলাকায় উদ্বেগ ছড়িয়ে পড়েছে। প্রশাসনের পক্ষ থেকে নিরাপত্তা জোরদার করা হয়েছে বলে জানা গেছে। xyxy=(496,158,635,206)
article-body: রাজনৈতিক পরিস্থিতি নিয়ে দেশের বিভিন্ন স্থানে আলোচনা চলছে। সংশ্লিষ্ট কর্মকর্তারা জানিয়েছেন, বিষয়টি খতিয়ে দেখা হচ্ছে এবং দ্রুত ব্যবস্থা নেওয়া হবে। স্থানীয় বাসিন্দারা বলেন, এ ঘটনায় এলাকায় উদ্বেগ ছড়িয়ে পড়েছে। প্রশাসনের পক্ষ থেকে নিরাপত্তা জোরদার করা হয়েছে বলে জানা গেছে। xyxy=(5,77,163,117)
article-body: রাজনৈতিক পরিস্থিতি নিয়ে দেশের বিভিন্ন স্থানে আলোচনা চলছে। সংশ্লিষ্ট কর্মকর্তারা জানিয়েছেন, বিষয়টি খতিয়ে দেখা হচ্ছে এবং দ্রুত ব্যবস্থা নেওয়া হবে। স্থানীয় বাসিন্দারা বলেন, এ ঘটনায় এলাকায় উদ্বেগ ছড়িয়ে পড়েছে। প্রশাসনের পক্ষ থেকে নিরাপত্তা জোরদার করা হয়েছে বলে জানা গেছে। xyxy=(171,1269,251,1349)
article-body: রাজনৈতিক পরিস্থিতি নিয়ে দেশের বিভিন্ন স্থানে আলোচনা চলছে। সংশ্লিষ্ট কর্মকর্তারা জানিয়েছেন, বিষয়টি খতিয়ে দেখা হচ্ছে এবং দ্রুত ব্যবস্থা নেওয়া হবে। স্থানীয় বাসিন্দারা বলেন, এ ঘটনায় এলাকায় উদ্বেগ ছড়িয়ে পড়েছে। প্রশাসনের পক্ষ থেকে নিরাপত্তা জোরদার করা হয়েছে বলে জানা গেছে। xyxy=(496,814,635,862)
headline-swarashtramontrir-songe: স্বরাষ্ট্রমন্ত্রীর সঙ্গে xyxy=(524,795,607,811)
article-body: রাজনৈতিক পরিস্থিতি নিয়ে দেশের বিভিন্ন স্থানে আলোচনা চলছে। সংশ্লিষ্ট কর্মকর্তারা জানিয়েছেন, বিষয়টি খতিয়ে দেখা হচ্ছে এবং দ্রুত ব্যবস্থা নেওয়া হবে। স্থানীয় বাসিন্দারা বলেন, এ ঘটনায় এলাকায় উদ্বেগ ছড়িয়ে পড়েছে। প্রশাসনের পক্ষ থেকে নিরাপত্তা জোরদার করা হয়েছে বলে জানা গেছে। xyxy=(419,887,491,975)
article-body: রাজনৈতিক পরিস্থিতি নিয়ে দেশের বিভিন্ন স্থানে আলোচনা চলছে। সংশ্লিষ্ট কর্মকর্তারা জানিয়েছেন, বিষয়টি খতিয়ে দেখা হচ্ছে এবং দ্রুত ব্যবস্থা নেওয়া হবে। স্থানীয় বাসিন্দারা বলেন, এ ঘটনায় এলাকায় উদ্বেগ ছড়িয়ে পড়েছে। প্রশাসনের পক্ষ থেকে নিরাপত্তা জোরদার করা হয়েছে বলে জানা গেছে। xyxy=(171,301,251,380)
article-body: রাজনৈতিক পরিস্থিতি নিয়ে দেশের বিভিন্ন স্থানে আলোচনা চলছে। সংশ্লিষ্ট কর্মকর্তারা জানিয়েছেন, বিষয়টি খতিয়ে দেখা হচ্ছে এবং দ্রুত ব্যবস্থা নেওয়া হবে। স্থানীয় বাসিন্দারা বলেন, এ ঘটনায় এলাকায় উদ্বেগ ছড়িয়ে পড়েছে। প্রশাসনের পক্ষ থেকে নিরাপত্তা জোরদার করা হয়েছে বলে জানা গেছে। xyxy=(5,723,163,763)
article-body: রাজনৈতিক পরিস্থিতি নিয়ে দেশের বিভিন্ন স্থানে আলোচনা চলছে। সংশ্লিষ্ট কর্মকর্তারা জানিয়েছেন, বিষয়টি খতিয়ে দেখা হচ্ছে এবং দ্রুত ব্যবস্থা নেওয়া হবে। স্থানীয় বাসিন্দারা বলেন, এ ঘটনায় এলাকায় উদ্বেগ ছড়িয়ে পড়েছে। প্রশাসনের পক্ষ থেকে নিরাপত্তা জোরদার করা হয়েছে বলে জানা গেছে। xyxy=(5,163,163,203)
article-body: রাজনৈতিক পরিস্থিতি নিয়ে দেশের বিভিন্ন স্থানে আলোচনা চলছে। সংশ্লিষ্ট কর্মকর্তারা জানিয়েছেন, বিষয়টি খতিয়ে দেখা হচ্ছে এবং দ্রুত ব্যবস্থা নেওয়া হবে। স্থানীয় বাসিন্দারা বলেন, এ ঘটনায় এলাকায় উদ্বেগ ছড়িয়ে পড়েছে। প্রশাসনের পক্ষ থেকে নিরাপত্তা জোরদার করা হয়েছে বলে জানা গেছে। xyxy=(496,330,635,378)
article-body: রাজনৈতিক পরিস্থিতি নিয়ে দেশের বিভিন্ন স্থানে আলোচনা চলছে। সংশ্লিষ্ট কর্মকর্তারা জানিয়েছেন, বিষয়টি খতিয়ে দেখা হচ্ছে এবং দ্রুত ব্যবস্থা নেওয়া হবে। স্থানীয় বাসিন্দারা বলেন, এ ঘটনায় এলাকায় উদ্বেগ ছড়িয়ে পড়েছে। প্রশাসনের পক্ষ থেকে নিরাপত্তা জোরদার করা হয়েছে বলে জানা গেছে। xyxy=(496,521,635,569)
article-body: রাজনৈতিক পরিস্থিতি নিয়ে দেশের বিভিন্ন স্থানে আলোচনা চলছে। সংশ্লিষ্ট কর্মকর্তারা জানিয়েছেন, বিষয়টি খতিয়ে দেখা হচ্ছে এবং দ্রুত ব্যবস্থা নেওয়া হবে। স্থানীয় বাসিন্দারা বলেন, এ ঘটনায় এলাকায় উদ্বেগ ছড়িয়ে পড়েছে। প্রশাসনের পক্ষ থেকে নিরাপত্তা জোরদার করা হয়েছে বলে জানা গেছে। xyxy=(5,206,163,246)
article-body: রাজনৈতিক পরিস্থিতি নিয়ে দেশের বিভিন্ন স্থানে আলোচনা চলছে। সংশ্লিষ্ট কর্মকর্তারা জানিয়েছেন, বিষয়টি খতিয়ে দেখা হচ্ছে এবং দ্রুত ব্যবস্থা নেওয়া হবে। স্থানীয় বাসিন্দারা বলেন, এ ঘটনায় এলাকায় উদ্বেগ ছড়িয়ে পড়েছে। প্রশাসনের পক্ষ থেকে নিরাপত্তা জোরদার করা হয়েছে বলে জানা গেছে। xyxy=(5,594,163,634)
article-body: রাজনৈতিক পরিস্থিতি নিয়ে দেশের বিভিন্ন স্থানে আলোচনা চলছে। সংশ্লিষ্ট কর্মকর্তারা জানিয়েছেন, বিষয়টি খতিয়ে দেখা হচ্ছে এবং দ্রুত ব্যবস্থা নেওয়া হবে। স্থানীয় বাসিন্দারা বলেন, এ ঘটনায় এলাকায় উদ্বেগ ছড়িয়ে পড়েছে। প্রশাসনের পক্ষ থেকে নিরাপত্তা জোরদার করা হয়েছে বলে জানা গেছে। xyxy=(256,95,411,134)
article-body: রাজনৈতিক পরিস্থিতি নিয়ে দেশের বিভিন্ন স্থানে আলোচনা চলছে। সংশ্লিষ্ট কর্মকর্তারা জানিয়েছেন, বিষয়টি খতিয়ে দেখা হচ্ছে এবং দ্রুত ব্যবস্থা নেওয়া হবে। স্থানীয় বাসিন্দারা বলেন, এ ঘটনায় এলাকায় উদ্বেগ ছড়িয়ে পড়েছে। প্রশাসনের পক্ষ থেকে নিরাপত্তা জোরদার করা হয়েছে বলে জানা গেছে। xyxy=(419,614,491,702)
article-body: রাজনৈতিক পরিস্থিতি নিয়ে দেশের বিভিন্ন স্থানে আলোচনা চলছে। সংশ্লিষ্ট কর্মকর্তারা জানিয়েছেন, বিষয়টি খতিয়ে দেখা হচ্ছে এবং দ্রুত ব্যবস্থা নেওয়া হবে। স্থানীয় বাসিন্দারা বলেন, এ ঘটনায় এলাকায় উদ্বেগ ছড়িয়ে পড়েছে। প্রশাসনের পক্ষ থেকে নিরাপত্তা জোরদার করা হয়েছে বলে জানা গেছে। xyxy=(256,181,411,220)
article-body: রাজনৈতিক পরিস্থিতি নিয়ে দেশের বিভিন্ন স্থানে আলোচনা চলছে। সংশ্লিষ্ট কর্মকর্তারা জানিয়েছেন, বিষয়টি খতিয়ে দেখা হচ্ছে এবং দ্রুত ব্যবস্থা নেওয়া হবে। স্থানীয় বাসিন্দারা বলেন, এ ঘটনায় এলাকায় উদ্বেগ ছড়িয়ে পড়েছে। প্রশাসনের পক্ষ থেকে নিরাপত্তা জোরদার করা হয়েছে বলে জানা গেছে। xyxy=(5,938,163,978)
headline-shritishakti: স্মৃতিশক্তি xyxy=(540,89,591,104)
article-body: রাজনৈতিক পরিস্থিতি নিয়ে দেশের বিভিন্ন স্থানে আলোচনা চলছে। সংশ্লিষ্ট কর্মকর্তারা জানিয়েছেন, বিষয়টি খতিয়ে দেখা হচ্ছে এবং দ্রুত ব্যবস্থা নেওয়া হবে। স্থানীয় বাসিন্দারা বলেন, এ ঘটনায় এলাকায় উদ্বেগ ছড়িয়ে পড়েছে। প্রশাসনের পক্ষ থেকে নিরাপত্তা জোরদার করা হয়েছে বলে জানা গেছে। xyxy=(171,669,251,749)
headline-ami-ekhon-mukto: আমি এখন মুক্ত xyxy=(182,553,240,583)
